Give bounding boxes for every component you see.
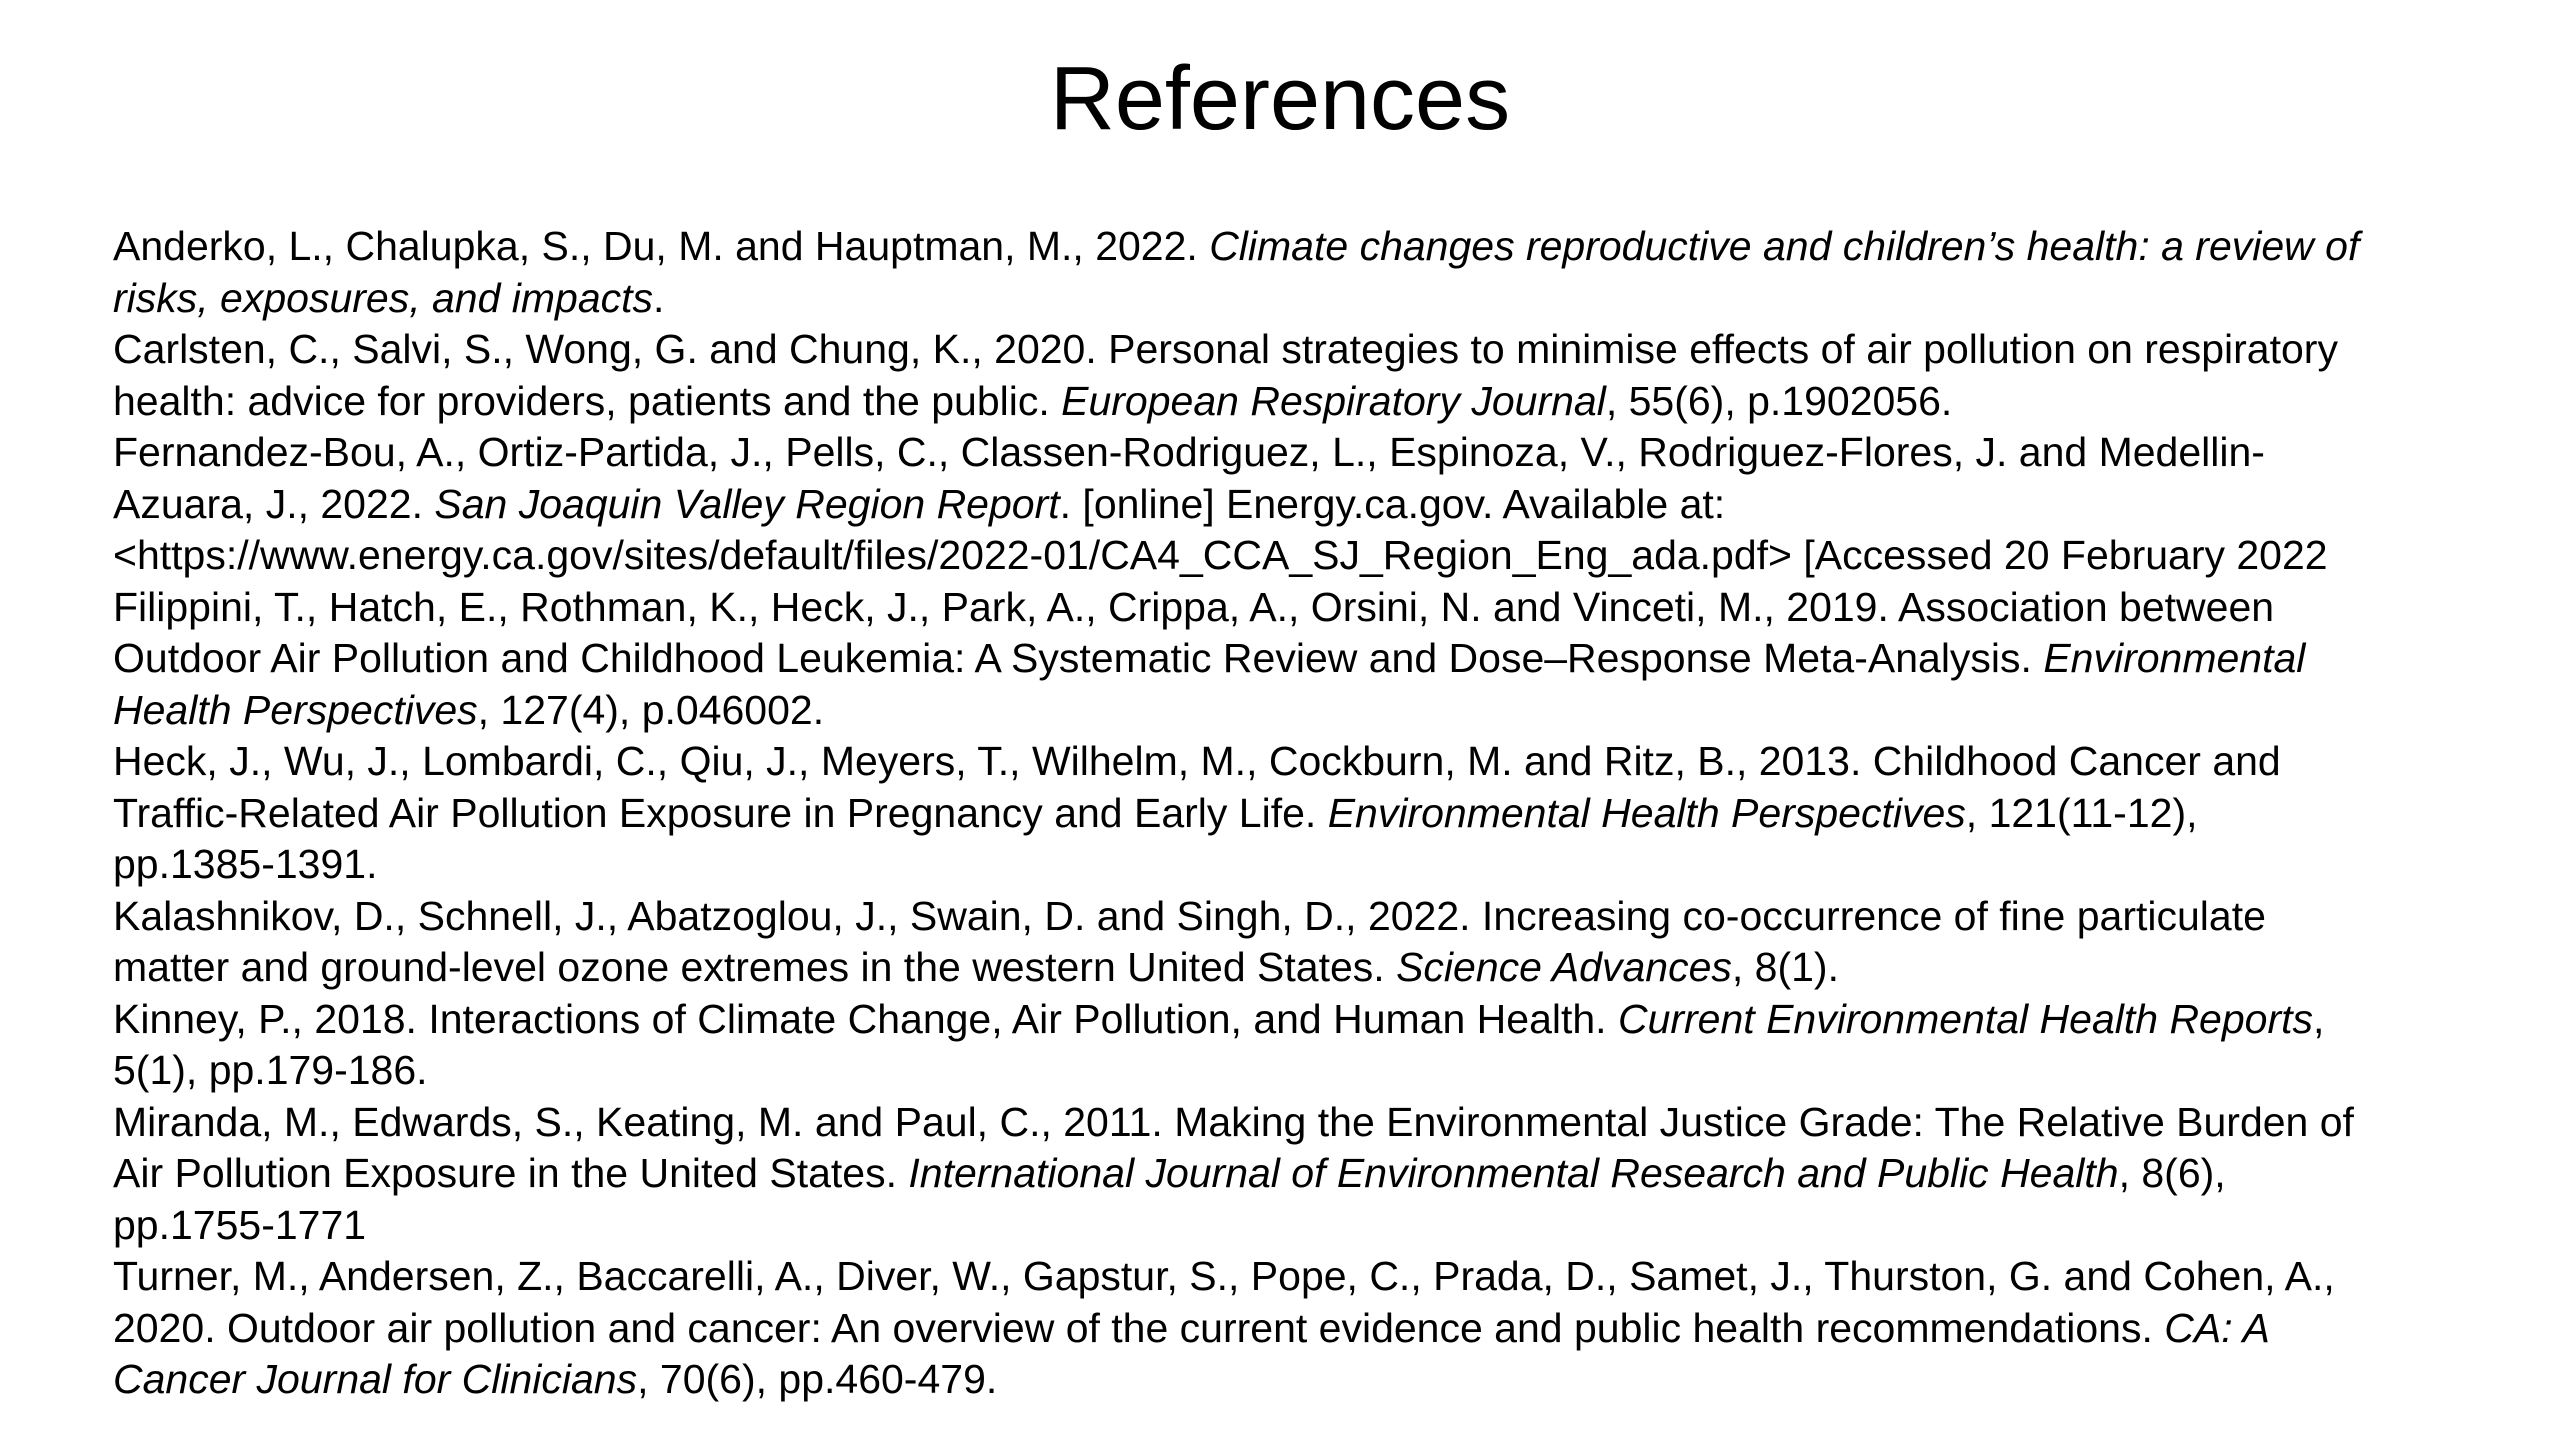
reference-line [113, 633, 2473, 685]
reference-italic-text: International Journal of Environmental Research and Public Health [908, 1150, 2119, 1196]
reference-line [113, 1354, 2473, 1406]
reference-italic-text: Cancer Journal for Clinicians [113, 1356, 638, 1402]
reference-line [113, 839, 2473, 891]
reference-line [113, 221, 2473, 273]
reference-line [113, 530, 2473, 582]
reference-entry [113, 427, 2473, 582]
reference-text: , 127(4), p.046002. [477, 686, 825, 733]
reference-entry [113, 891, 2473, 994]
reference-italic-text: Environmental [2043, 635, 2306, 681]
reference-italic-text: Health Perspectives [113, 686, 478, 733]
reference-text: . [653, 274, 665, 321]
reference-entry [113, 324, 2473, 427]
reference-text: 5(1), pp.179-186. [113, 1047, 428, 1093]
reference-text: Fernandez-Bou, A., Ortiz-Partida, J., Pells, C., Classen-Rodriguez, L., Espinoza, V., Rodriguez-Flores, J. and Medellin- [113, 429, 2265, 475]
reference-text: 2020. Outdoor air pollution and cancer: An overview of the current evidence and public health recommendations. [113, 1304, 2165, 1351]
reference-text: Carlsten, C., Salvi, S., Wong, G. and Chung, K., 2020. Personal strategies to minimise effects of air pollution on respiratory [113, 326, 2338, 372]
reference-line [113, 994, 2473, 1046]
reference-line [113, 479, 2473, 531]
reference-text: Filippini, T., Hatch, E., Rothman, K., Heck, J., Park, A., Crippa, A., Orsini, N. and Vinceti, M., 2019. Association between [113, 583, 2275, 630]
reference-text: pp.1385-1391. [113, 841, 378, 887]
reference-line [113, 1148, 2473, 1200]
reference-text: , 121(11-12), [1965, 789, 2198, 836]
reference-text: Turner, M., Andersen, Z., Baccarelli, A., Diver, W., Gapstur, S., Pope, C., Prada, D., Samet, J., Thurston, G. and Cohen, A., [113, 1253, 2335, 1299]
reference-line [113, 582, 2473, 634]
reference-text: , 8(1). [1731, 944, 1839, 990]
reference-text: health: advice for providers, patients and the public. [113, 377, 1062, 424]
reference-entry [113, 994, 2473, 1097]
reference-italic-text: Climate changes reproductive and children’s health: a review of [1209, 223, 2360, 269]
reference-line [113, 685, 2473, 737]
reference-entry [113, 1251, 2473, 1406]
reference-entry [113, 582, 2473, 737]
reference-entry [113, 221, 2473, 324]
reference-line [113, 1303, 2473, 1355]
reference-line [113, 788, 2473, 840]
reference-text: Azuara, J., 2022. [113, 480, 435, 527]
reference-italic-text: CA: A [2164, 1304, 2270, 1351]
reference-text: Heck, J., Wu, J., Lombardi, C., Qiu, J., Meyers, T., Wilhelm, M., Cockburn, M. and Ritz, B., 2013. Childhood Cancer and [113, 738, 2281, 784]
reference-text: . [online] Energy.ca.gov. Available at: [1059, 480, 1726, 527]
reference-line [113, 891, 2473, 943]
reference-entry [113, 736, 2473, 891]
reference-line [113, 427, 2473, 479]
reference-text: <https://www.energy.ca.gov/sites/default/files/2022-01/CA4_CCA_SJ_Region_Eng_ada.pdf> [Accessed 20 February 2022 [113, 532, 2328, 578]
reference-text: , 55(6), p.1902056. [1605, 377, 1953, 424]
reference-line [113, 273, 2473, 325]
reference-text: Air Pollution Exposure in the United States. [113, 1150, 909, 1196]
reference-text: Kalashnikov, D., Schnell, J., Abatzoglou, J., Swain, D. and Singh, D., 2022. Increasing co-occurrence of fine particulate [113, 892, 2266, 939]
reference-italic-text: European Respiratory Journal [1061, 377, 1606, 424]
reference-text: Traffic-Related Air Pollution Exposure in Pregnancy and Early Life. [113, 789, 1328, 836]
reference-line [113, 1045, 2473, 1097]
reference-line [113, 324, 2473, 376]
reference-line [113, 736, 2473, 788]
reference-line [113, 942, 2473, 994]
reference-italic-text: risks, exposures, and impacts [113, 274, 654, 321]
reference-italic-text: San Joaquin Valley Region Report [434, 480, 1060, 527]
reference-italic-text: Current Environmental Health Reports [1617, 995, 2314, 1042]
reference-line [113, 1200, 2473, 1252]
reference-text: pp.1755-1771 [113, 1201, 367, 1248]
reference-text: Outdoor Air Pollution and Childhood Leukemia: A Systematic Review and Dose–Response Meta-Analysis. [113, 635, 2044, 681]
reference-text: Miranda, M., Edwards, S., Keating, M. and Paul, C., 2011. Making the Environmental Justice Grade: The Relative Burden of [113, 1098, 2354, 1145]
reference-italic-text: Environmental Health Perspectives [1327, 789, 1966, 836]
reference-text: Kinney, P., 2018. Interactions of Climate Change, Air Pollution, and Human Health. [113, 995, 1618, 1042]
reference-line [113, 1097, 2473, 1149]
reference-entry [113, 1097, 2473, 1252]
reference-text: , 70(6), pp.460-479. [637, 1356, 998, 1402]
reference-text: matter and ground-level ozone extremes in the western United States. [113, 944, 1397, 990]
reference-text: , 8(6), [2118, 1150, 2226, 1196]
page-title: References [1049, 49, 1511, 149]
reference-line [113, 1251, 2473, 1303]
reference-italic-text: Science Advances [1396, 944, 1732, 990]
reference-text: , [2313, 995, 2325, 1042]
reference-list [113, 221, 2473, 1406]
reference-text: Anderko, L., Chalupka, S., Du, M. and Hauptman, M., 2022. [113, 223, 1210, 269]
reference-line [113, 376, 2473, 428]
